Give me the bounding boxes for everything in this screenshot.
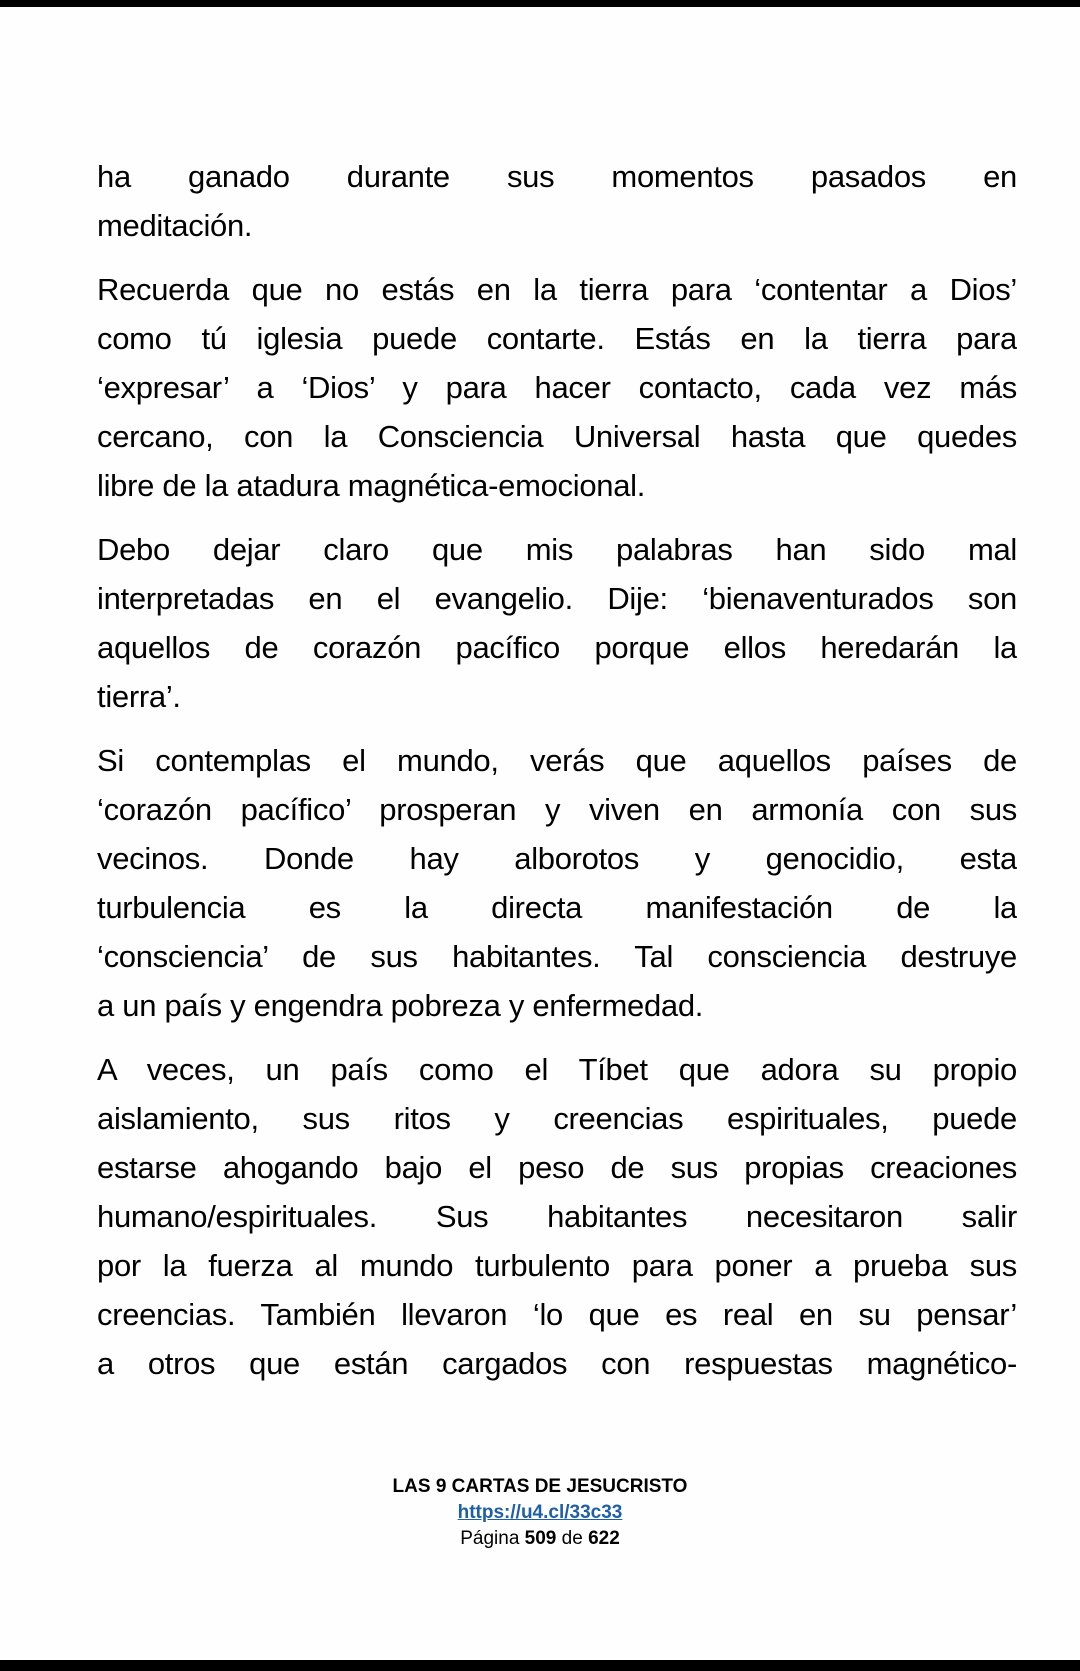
text-line: aquellos de corazón pacífico porque ellos heredarán la bbox=[97, 630, 1017, 665]
text-line: Recuerda que no estás en la tierra para ‘contentar a Dios’ bbox=[97, 272, 1017, 307]
text-line: estarse ahogando bajo el peso de sus propias creaciones bbox=[97, 1150, 1017, 1185]
text-line: Debo dejar claro que mis palabras han sido mal bbox=[97, 532, 1017, 567]
text-line: a un país y engendra pobreza y enfermedad. bbox=[97, 988, 704, 1023]
page-footer bbox=[0, 1474, 1080, 1552]
paragraph-1 bbox=[97, 152, 1017, 250]
text-line: aislamiento, sus ritos y creencias espirituales, puede bbox=[97, 1101, 1017, 1136]
page-indicator bbox=[0, 1526, 1080, 1552]
text-line: ‘expresar’ a ‘Dios’ y para hacer contacto, cada vez más bbox=[97, 370, 1017, 405]
page-label: Página bbox=[460, 1528, 520, 1549]
paragraph-5 bbox=[97, 1045, 1017, 1388]
paragraph-2 bbox=[97, 265, 1017, 510]
page-body bbox=[97, 152, 1017, 1403]
book-link[interactable]: https://u4.cl/33c33 bbox=[457, 1502, 623, 1523]
text-line: como tú iglesia puede contarte. Estás en la tierra para bbox=[97, 321, 1017, 356]
total-pages: 622 bbox=[588, 1528, 620, 1549]
text-line: humano/espirituales. Sus habitantes necesitaron salir bbox=[97, 1199, 1017, 1234]
text-line: turbulencia es la directa manifestación de la bbox=[97, 890, 1017, 925]
text-line: ‘corazón pacífico’ prosperan y viven en armonía con sus bbox=[97, 792, 1017, 827]
text-line: libre de la atadura magnética-emocional. bbox=[97, 468, 646, 503]
text-line: ‘consciencia’ de sus habitantes. Tal consciencia destruye bbox=[97, 939, 1017, 974]
text-line: Si contemplas el mundo, verás que aquellos países de bbox=[97, 743, 1017, 778]
text-line: A veces, un país como el Tíbet que adora su propio bbox=[97, 1052, 1017, 1087]
text-line: tierra’. bbox=[97, 679, 181, 714]
of-label: de bbox=[561, 1528, 583, 1549]
paragraph-4 bbox=[97, 736, 1017, 1030]
top-border-bar bbox=[0, 0, 1080, 7]
text-line: interpretadas en el evangelio. Dije: ‘bienaventurados son bbox=[97, 581, 1017, 616]
text-line: vecinos. Donde hay alborotos y genocidio, esta bbox=[97, 841, 1017, 876]
text-line: creencias. También llevaron ‘lo que es real en su pensar’ bbox=[97, 1297, 1017, 1332]
book-title: LAS 9 CARTAS DE JESUCRISTO bbox=[392, 1476, 688, 1497]
text-line: por la fuerza al mundo turbulento para poner a prueba sus bbox=[97, 1248, 1017, 1283]
page-number: 509 bbox=[524, 1528, 557, 1549]
bottom-border-bar bbox=[0, 1660, 1080, 1671]
paragraph-3 bbox=[97, 525, 1017, 721]
text-line: meditación. bbox=[97, 208, 253, 243]
text-line: a otros que están cargados con respuestas magnético- bbox=[97, 1346, 1017, 1381]
text-line: cercano, con la Consciencia Universal hasta que quedes bbox=[97, 419, 1017, 454]
text-line: ha ganado durante sus momentos pasados en bbox=[97, 159, 1017, 194]
